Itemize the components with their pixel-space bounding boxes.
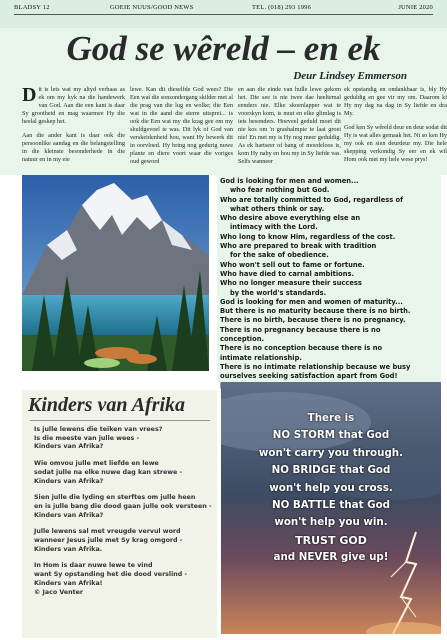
article-column-4 bbox=[344, 86, 447, 170]
poem-line: intimate relationship. bbox=[220, 353, 302, 362]
poem-line: Who have died to carnal ambitions. bbox=[220, 269, 355, 278]
poem-line: But there is no maturity because there is no birth. bbox=[220, 307, 411, 316]
storm-line: won't help you win. bbox=[274, 516, 388, 529]
poem-line: what others think or say. bbox=[230, 204, 325, 213]
storm-line: NO BATTLE that God bbox=[271, 499, 391, 512]
poem-box bbox=[217, 172, 441, 382]
stanza-line: en is julle bang die dood gaan julle ook versteen - bbox=[34, 502, 212, 510]
mountain-lake-illustration bbox=[22, 175, 209, 371]
article-author: Deur Lindsey Emmerson bbox=[293, 70, 407, 82]
poem-stanza bbox=[34, 528, 213, 554]
poem-line: God is looking for men and women of maturity... bbox=[220, 297, 403, 306]
header-row bbox=[14, 4, 433, 13]
stanza-line: Kinders van Afrika? bbox=[34, 511, 104, 519]
stanza-line: In Hom is daar nuwe lewe te vind bbox=[34, 562, 153, 570]
poem-stanza bbox=[34, 494, 213, 520]
poem-line: God is looking for men and women... bbox=[220, 177, 359, 185]
kinders-title: Kinders van Afrika bbox=[28, 394, 186, 416]
poem-stanza bbox=[34, 562, 213, 597]
poem-line: There is no birth, because there is no pregnancy. bbox=[220, 316, 406, 325]
column-1-paragraph-2: Aan die ander kant is daar ook die persoonlike aandag en die belangstelling in die kleinste besonderhede in die natuur en in my eie bbox=[22, 132, 125, 163]
stanza-line: sodat julle na elke nuwe dag kan strewe - bbox=[34, 468, 183, 476]
poem-line: Who are totally committed to God, regardless of bbox=[220, 195, 404, 204]
storm-line: NO STORM that God bbox=[272, 429, 390, 442]
poem-stanza bbox=[34, 426, 213, 452]
poem-stanza bbox=[34, 460, 213, 486]
stanza-line: Is julle lewens die teiken van vrees? bbox=[34, 426, 163, 433]
publication-name: GOEIE NUUS/GOOD NEWS bbox=[110, 4, 194, 11]
kinders-van-afrika-box bbox=[22, 390, 217, 638]
stanza-line: Kinders van Afrika! bbox=[34, 579, 103, 587]
poem-text bbox=[220, 177, 439, 391]
article-column-2 bbox=[130, 86, 233, 172]
poem-line: for the sake of obedience. bbox=[230, 251, 329, 260]
column-3-text: en aan die einde van hulle lewe gekom het. Die see is nie twee dae heeltemal eenders nie. Elke skoenlapper wat te voorskyn kom, is nuut en elke glimlag is iets besonders. Hoeveel geduld moet dit nie kos om 'n grashalmpie te laat groei nie! En met my is Hy nog meer geduldig. As ek hartseer of bang of moedeloos is, kom Hy naby en hou my in Sy liefde vas. Selfs wanneer bbox=[238, 86, 341, 165]
poem-line: Who desire above everything else an bbox=[220, 214, 361, 223]
poem-line: who fear nothing but God. bbox=[230, 186, 330, 195]
poem-line: Who won't sell out to fame or fortune. bbox=[220, 260, 365, 269]
storm-line: NO BRIDGE that God bbox=[271, 464, 391, 477]
storm-line: won't carry you through. bbox=[258, 446, 404, 459]
page-header bbox=[0, 0, 447, 29]
kinders-rule bbox=[30, 420, 210, 421]
storm-line: won't help you cross. bbox=[269, 481, 393, 494]
drop-cap: D bbox=[22, 84, 37, 106]
kinders-poem bbox=[34, 426, 213, 605]
storm-line: There is bbox=[307, 412, 355, 424]
poem-line: Who no longer measure their success bbox=[220, 279, 362, 288]
poem-line: by the world's standards. bbox=[230, 288, 327, 297]
poem-line: Who long to know Him, regardless of the cost. bbox=[220, 232, 396, 241]
column-4-text: ek opstandig en ondankbaar is, bly Hy geduldig en gee vir my om. Daarom ki Hy my dag na dag in Sy liefde en dra My. bbox=[344, 86, 447, 117]
stanza-line: Wie omvou julle met liefde en lewe bbox=[34, 460, 159, 468]
poem-line: intimacy with the Lord. bbox=[230, 223, 318, 232]
stanza-line: Kinders van Afrika. bbox=[34, 545, 103, 553]
stanza-line: © Jaco Venter bbox=[34, 588, 84, 596]
article-column-1 bbox=[22, 86, 125, 170]
stanza-line: Sien julle die lyding en sterftes om julle heen bbox=[34, 494, 196, 502]
article-column-3 bbox=[238, 86, 341, 172]
article-title: God se wêreld – en ek bbox=[66, 29, 381, 68]
column-2-text: lewe. Kan dit dieselfde God wees? Die Een wat die sonsondergang skilder met al die prag van die lug en wolke; die Een wat in die aand die sterre uitsprei... is ook die Een wat my die krag gee om my skuldgevoel te was. Dit lyk of God van verskeidenheid hou, want Hy bewerk dit in oorvloed. Hy bring nog gedurig nuwe plante en diere voort waar die voriges oud geword bbox=[130, 86, 233, 165]
stanza-line: Julle lewens sal met vreugde vervul word bbox=[34, 528, 181, 536]
poem-line: ourselves seeking satisfaction apart from God! bbox=[220, 372, 398, 381]
poem-line: Who are prepared to break with tradition bbox=[220, 242, 377, 251]
column-1-paragraph-1: it is lets wat my altyd verbaas as ek om my kyk na die handewerk van God. Aan die een kant is daar Sy grootheid en mag waarmee Hy die heelal geskep het. bbox=[22, 86, 125, 125]
stanza-line: want Sy opstanding het die dood verslind - bbox=[34, 571, 188, 579]
header-rule bbox=[14, 14, 433, 15]
page-number: BLADSY 12 bbox=[14, 4, 50, 11]
issue-date: JUNIE 2020 bbox=[398, 4, 433, 11]
stanza-line: Is die meeste van julle wees - bbox=[34, 434, 140, 442]
stanza-line: Kinders van Afrika? bbox=[34, 443, 104, 451]
storm-poster bbox=[221, 382, 441, 634]
phone-number: TEL. (018) 293 1996 bbox=[252, 4, 312, 11]
storm-line: and NEVER give up! bbox=[273, 551, 389, 564]
storm-message bbox=[221, 410, 441, 567]
poem-line: conception. bbox=[220, 335, 264, 344]
storm-line: TRUST GOD bbox=[295, 533, 367, 547]
poem-line: There is no conception because there is no bbox=[220, 344, 383, 353]
column-4-paragraph-2: God ken Sy wêreld deur en deur sodat dit Hy is wat alles gemaak het. Nt so ken Hy my ook en sien deurdeur my. Die hele skepping verkondig Sy eer en ek wil Hom ook met my hele wese prys! bbox=[344, 124, 447, 163]
stanza-line: wanneer Jesus julle met Sy krag omgord - bbox=[34, 537, 183, 545]
mountain-photo bbox=[22, 175, 209, 371]
stanza-line: Kinders van Afrika? bbox=[34, 477, 104, 485]
poem-line: There is no pregnancy because there is no bbox=[220, 325, 381, 334]
poem-line: There is no intimate relationship because we busy bbox=[220, 362, 411, 371]
